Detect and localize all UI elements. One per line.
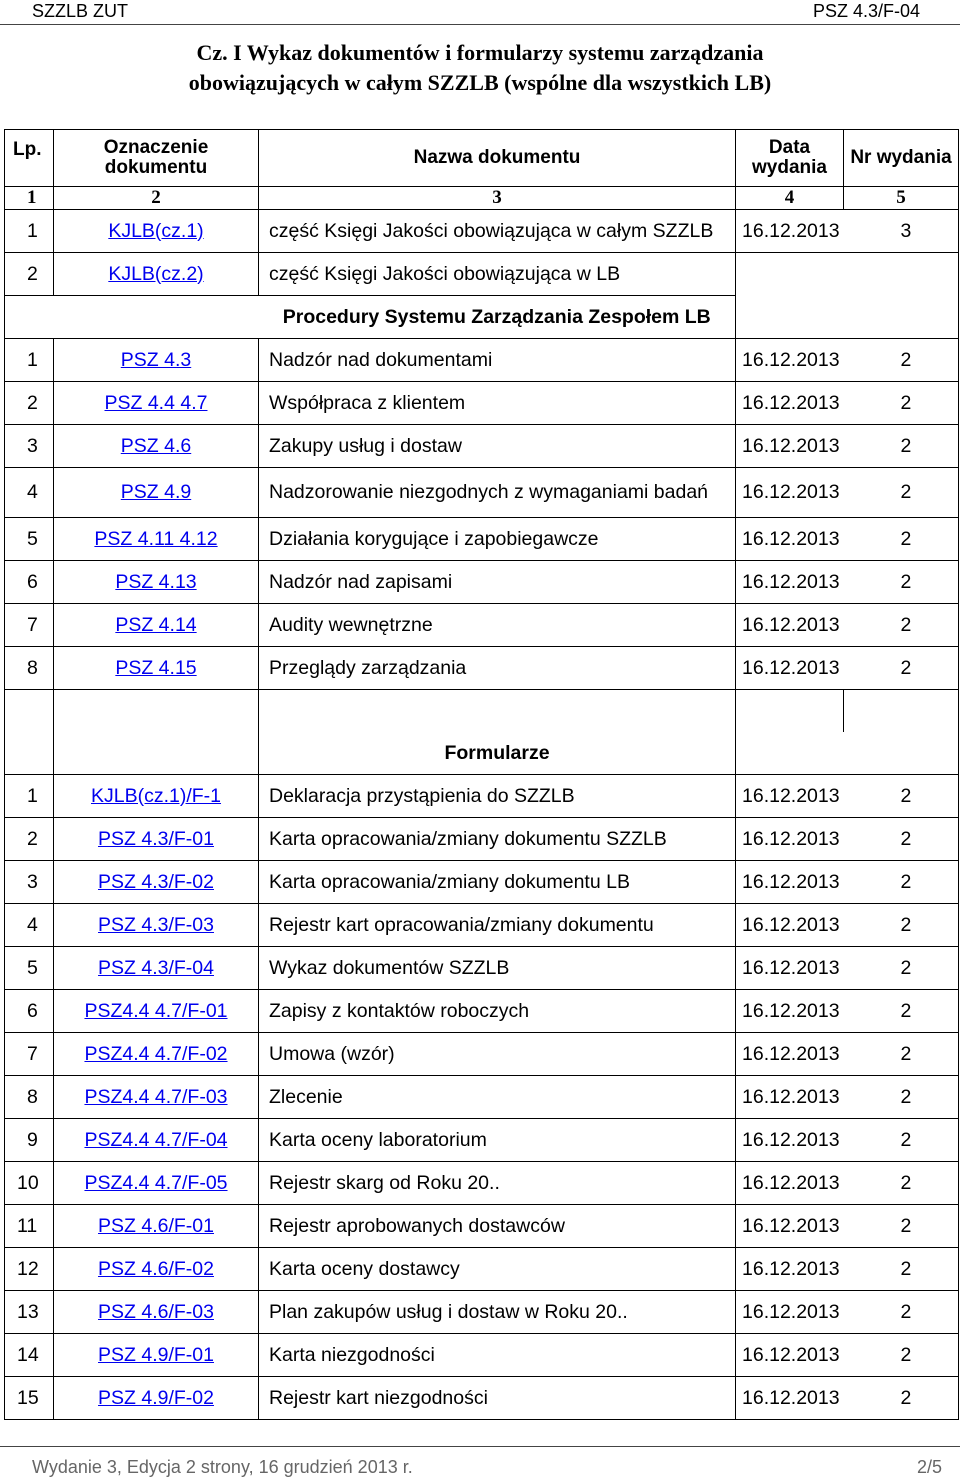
procedures-section-title: Procedury Systemu Zarządzania Zespołem LB: [259, 296, 736, 339]
spacer-row: [5, 690, 959, 733]
row-number: 4: [5, 904, 54, 947]
document-code-link[interactable]: PSZ 4.3/F-03: [98, 913, 214, 936]
document-code-cell: [54, 1162, 259, 1205]
release-date: 16.12.2013: [736, 1334, 844, 1377]
document-name: Nadzór nad dokumentami: [259, 339, 736, 382]
release-date: 16.12.2013: [736, 647, 844, 690]
release-number: 2: [844, 1377, 959, 1420]
release-number: 2: [844, 1205, 959, 1248]
release-date: 16.12.2013: [736, 1248, 844, 1291]
table-row: [5, 947, 959, 990]
document-name: Zakupy usług i dostaw: [259, 425, 736, 468]
table-row: [5, 468, 959, 518]
document-code-cell: [54, 253, 259, 296]
document-code-link[interactable]: PSZ4.4 4.7/F-01: [84, 999, 228, 1022]
release-number: 2: [844, 1248, 959, 1291]
document-code-link[interactable]: PSZ4.4 4.7/F-04: [84, 1128, 228, 1151]
table-row: [5, 775, 959, 818]
row-number: 8: [5, 647, 54, 690]
document-code-link[interactable]: PSZ 4.3/F-02: [98, 870, 214, 893]
document-name: część Księgi Jakości obowiązująca w LB: [259, 253, 736, 296]
row-number: 6: [5, 561, 54, 604]
release-number: 2: [844, 1119, 959, 1162]
row-number: 3: [5, 861, 54, 904]
release-date: 16.12.2013: [736, 561, 844, 604]
table-row: [5, 1076, 959, 1119]
row-number: 13: [5, 1291, 54, 1334]
document-name: Zapisy z kontaktów roboczych: [259, 990, 736, 1033]
table-row: [5, 1162, 959, 1205]
document-name: Karta oceny dostawcy: [259, 1248, 736, 1291]
document-name: część Księgi Jakości obowiązująca w całym SZZLB: [259, 210, 736, 253]
document-code-cell: [54, 210, 259, 253]
release-number: 2: [844, 468, 959, 518]
document-code-link[interactable]: PSZ 4.13: [115, 570, 197, 593]
document-code-cell: [54, 990, 259, 1033]
document-code-link[interactable]: KJLB(cz.1)/F-1: [90, 784, 222, 807]
row-number: 1: [5, 775, 54, 818]
document-code-link[interactable]: PSZ 4.6/F-03: [98, 1300, 214, 1323]
release-number: [844, 253, 959, 296]
release-number: 2: [844, 947, 959, 990]
document-code-cell: [54, 604, 259, 647]
col-number: 1: [5, 187, 54, 210]
release-date: 16.12.2013: [736, 382, 844, 425]
release-date: 16.12.2013: [736, 1205, 844, 1248]
row-number: 4: [5, 468, 54, 518]
document-code-link[interactable]: PSZ 4.6/F-02: [98, 1257, 214, 1280]
document-code-cell: [54, 468, 259, 518]
document-code-cell: [54, 647, 259, 690]
col-number: 2: [54, 187, 259, 210]
release-number: 2: [844, 904, 959, 947]
table-row: [5, 518, 959, 561]
table-row: [5, 561, 959, 604]
document-name: Plan zakupów usług i dostaw w Roku 20..: [259, 1291, 736, 1334]
document-code-cell: [54, 947, 259, 990]
release-number: 2: [844, 1076, 959, 1119]
release-date: 16.12.2013: [736, 861, 844, 904]
header-name: Nazwa dokumentu: [259, 130, 736, 187]
release-date: 16.12.2013: [736, 1076, 844, 1119]
table-row: [5, 604, 959, 647]
document-name: Karta niezgodności: [259, 1334, 736, 1377]
release-date: 16.12.2013: [736, 1119, 844, 1162]
release-number: 2: [844, 647, 959, 690]
release-date: 16.12.2013: [736, 775, 844, 818]
release-number: 2: [844, 990, 959, 1033]
document-code-link[interactable]: PSZ 4.14: [115, 613, 197, 636]
release-date: 16.12.2013: [736, 1033, 844, 1076]
document-code-cell: [54, 518, 259, 561]
release-number: 2: [844, 1162, 959, 1205]
header-date: Data wydania: [736, 130, 844, 187]
document-code-link[interactable]: PSZ 4.9/F-02: [98, 1386, 214, 1409]
release-date: 16.12.2013: [736, 339, 844, 382]
row-number: 2: [5, 818, 54, 861]
document-code-cell: [54, 1248, 259, 1291]
table-row: [5, 1119, 959, 1162]
header-code: Oznaczenie dokumentu: [54, 130, 259, 187]
empty-cell: [259, 690, 736, 733]
empty-cell: [54, 732, 259, 775]
table-row: [5, 425, 959, 468]
document-name: Umowa (wzór): [259, 1033, 736, 1076]
release-number: 3: [844, 210, 959, 253]
row-number: 8: [5, 1076, 54, 1119]
title-line-1: Cz. I Wykaz dokumentów i formularzy systemu zarządzania: [196, 40, 764, 65]
document-name: Nadzorowanie niezgodnych z wymaganiami badań: [259, 468, 736, 518]
document-code-cell: [54, 1291, 259, 1334]
document-code-cell: [54, 1033, 259, 1076]
document-code-cell: [54, 1076, 259, 1119]
col-number: 5: [844, 187, 959, 210]
column-number-row: [5, 187, 959, 210]
empty-cell: [54, 690, 259, 733]
empty-cell: [736, 732, 959, 775]
release-date: 16.12.2013: [736, 425, 844, 468]
header-doc-code: PSZ 4.3/F-04: [812, 1, 920, 21]
documents-table: [4, 129, 959, 1420]
document-name: Nadzór nad zapisami: [259, 561, 736, 604]
release-number: 2: [844, 818, 959, 861]
table-row: [5, 861, 959, 904]
document-code-cell: [54, 1205, 259, 1248]
empty-cell: [5, 732, 54, 775]
table-row: [5, 904, 959, 947]
document-name: Karta opracowania/zmiany dokumentu LB: [259, 861, 736, 904]
table-row: [5, 990, 959, 1033]
row-number: 5: [5, 518, 54, 561]
release-date: 16.12.2013: [736, 990, 844, 1033]
document-code-link[interactable]: PSZ 4.11 4.12: [94, 527, 218, 550]
document-name: Przeglądy zarządzania: [259, 647, 736, 690]
table-row: [5, 1248, 959, 1291]
page-header: [0, 0, 960, 25]
release-number: 2: [844, 775, 959, 818]
empty-cell: [5, 690, 54, 733]
document-code-cell: [54, 818, 259, 861]
row-number: 10: [5, 1162, 54, 1205]
document-code-link[interactable]: KJLB(cz.2): [108, 262, 204, 285]
document-code-link[interactable]: PSZ 4.9: [120, 481, 192, 503]
header-org: SZZLB ZUT: [32, 1, 129, 21]
document-code-cell: [54, 1377, 259, 1420]
document-code-link[interactable]: PSZ 4.9/F-01: [98, 1343, 214, 1366]
document-code-link[interactable]: PSZ4.4 4.7/F-03: [84, 1085, 228, 1108]
document-name: Współpraca z klientem: [259, 382, 736, 425]
row-number: 2: [5, 253, 54, 296]
document-name: Rejestr kart niezgodności: [259, 1377, 736, 1420]
document-name: Rejestr aprobowanych dostawców: [259, 1205, 736, 1248]
release-number: 2: [844, 561, 959, 604]
row-number: 12: [5, 1248, 54, 1291]
document-name: Karta oceny laboratorium: [259, 1119, 736, 1162]
empty-cell: [54, 296, 259, 339]
document-code-link[interactable]: PSZ 4.4 4.7: [104, 391, 208, 414]
release-number: 2: [844, 1291, 959, 1334]
document-code-link[interactable]: PSZ4.4 4.7/F-02: [84, 1042, 228, 1065]
document-code-link[interactable]: PSZ4.4 4.7/F-05: [84, 1171, 228, 1194]
document-name: Działania korygujące i zapobiegawcze: [259, 518, 736, 561]
document-code-cell: [54, 904, 259, 947]
row-number: 6: [5, 990, 54, 1033]
release-number: 2: [844, 382, 959, 425]
release-number: 2: [844, 518, 959, 561]
title-line-2: obowiązujących w całym SZZLB (wspólne dla wszystkich LB): [188, 70, 772, 95]
table-row: [5, 647, 959, 690]
release-date: 16.12.2013: [736, 468, 844, 518]
row-number: 7: [5, 604, 54, 647]
release-number: 2: [844, 425, 959, 468]
document-code-cell: [54, 1119, 259, 1162]
empty-cell: [736, 296, 959, 339]
document-code-cell: [54, 425, 259, 468]
table-row: [5, 382, 959, 425]
document-code-link[interactable]: PSZ 4.3: [120, 348, 192, 371]
document-code-link[interactable]: PSZ 4.15: [115, 656, 197, 679]
forms-section-title: Formularze: [259, 732, 736, 775]
empty-cell: [5, 296, 54, 339]
row-number: 3: [5, 425, 54, 468]
table-row: [5, 1291, 959, 1334]
empty-cell: [736, 690, 844, 733]
release-date: 16.12.2013: [736, 1377, 844, 1420]
table-row: [5, 818, 959, 861]
table-row: [5, 253, 959, 296]
table-row: [5, 1033, 959, 1076]
release-date: 16.12.2013: [736, 818, 844, 861]
release-date: 16.12.2013: [736, 904, 844, 947]
procedures-section-title-row: [5, 296, 959, 339]
document-code-link[interactable]: PSZ 4.3/F-01: [98, 827, 214, 850]
document-code-cell: [54, 561, 259, 604]
document-code-link[interactable]: PSZ 4.6/F-01: [98, 1214, 214, 1237]
row-number: 1: [5, 339, 54, 382]
release-number: 2: [844, 604, 959, 647]
document-name: Rejestr skarg od Roku 20..: [259, 1162, 736, 1205]
document-code-link[interactable]: KJLB(cz.1): [108, 219, 204, 242]
footer-page-number: 2/5: [916, 1457, 942, 1477]
release-date: 16.12.2013: [736, 210, 844, 253]
row-number: 1: [5, 210, 54, 253]
row-number: 11: [5, 1205, 54, 1248]
document-code-link[interactable]: PSZ 4.3/F-04: [98, 956, 214, 979]
release-date: 16.12.2013: [736, 604, 844, 647]
row-number: 2: [5, 382, 54, 425]
document-name: Wykaz dokumentów SZZLB: [259, 947, 736, 990]
row-number: 7: [5, 1033, 54, 1076]
footer-edition: Wydanie 3, Edycja 2 strony, 16 grudzień 2013 r.: [32, 1457, 413, 1477]
release-date: 16.12.2013: [736, 518, 844, 561]
col-number: 3: [259, 187, 736, 210]
col-number: 4: [736, 187, 844, 210]
release-date: 16.12.2013: [736, 947, 844, 990]
document-name: Deklaracja przystąpienia do SZZLB: [259, 775, 736, 818]
document-name: Audity wewnętrzne: [259, 604, 736, 647]
page-footer: [0, 1446, 960, 1477]
release-number: 2: [844, 1033, 959, 1076]
document-name: Karta opracowania/zmiany dokumentu SZZLB: [259, 818, 736, 861]
document-code-cell: [54, 861, 259, 904]
document-code-cell: [54, 775, 259, 818]
empty-cell: [844, 690, 959, 733]
row-number: 14: [5, 1334, 54, 1377]
table-row: [5, 210, 959, 253]
row-number: 5: [5, 947, 54, 990]
row-number: 15: [5, 1377, 54, 1420]
document-code-cell: [54, 339, 259, 382]
release-number: 2: [844, 861, 959, 904]
release-date: 16.12.2013: [736, 1162, 844, 1205]
table-row: [5, 1205, 959, 1248]
header-lp: Lp.: [5, 130, 54, 187]
document-code-cell: [54, 1334, 259, 1377]
document-code-link[interactable]: PSZ 4.6: [120, 434, 192, 457]
header-nr: Nr wydania: [844, 130, 959, 187]
table-row: [5, 1377, 959, 1420]
document-code-cell: [54, 382, 259, 425]
forms-section-title-row: [5, 732, 959, 775]
release-date: 16.12.2013: [736, 1291, 844, 1334]
table-row: [5, 339, 959, 382]
document-name: Rejestr kart opracowania/zmiany dokumentu: [259, 904, 736, 947]
release-number: 2: [844, 1334, 959, 1377]
release-date: [736, 253, 844, 296]
document-name: Zlecenie: [259, 1076, 736, 1119]
row-number: 9: [5, 1119, 54, 1162]
release-number: 2: [844, 339, 959, 382]
document-title: [0, 38, 960, 98]
table-row: [5, 1334, 959, 1377]
table-header-row: [5, 130, 959, 187]
